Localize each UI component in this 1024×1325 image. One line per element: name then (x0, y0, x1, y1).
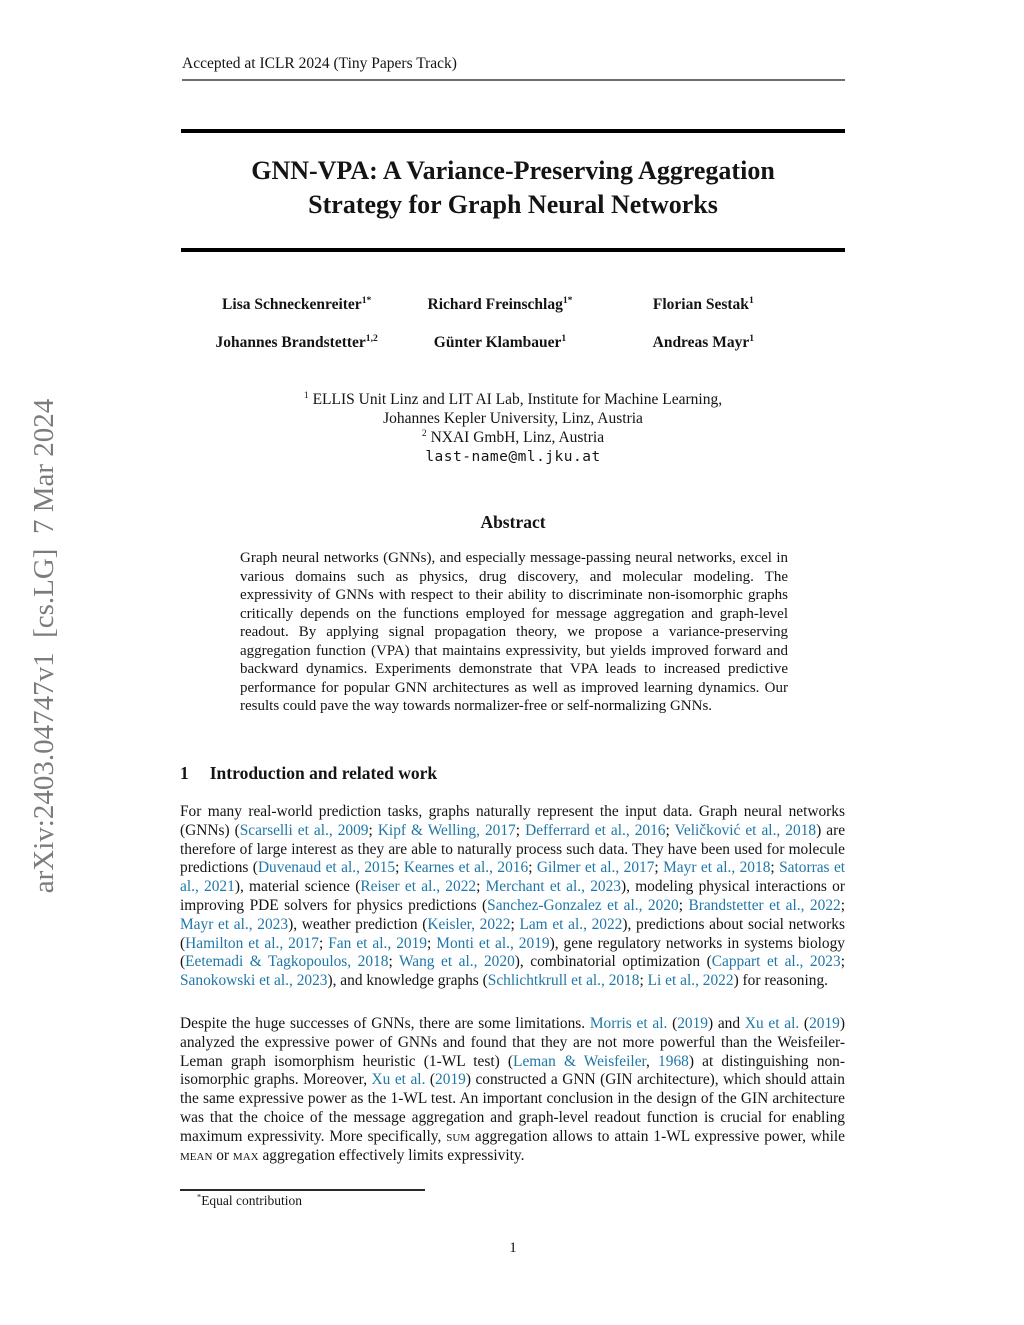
author-name-text: Andreas Mayr (652, 334, 750, 351)
citation-link[interactable]: Schlichtkrull et al., 2018 (487, 972, 640, 990)
citation-link[interactable]: Merchant et al., 2023 (485, 878, 621, 896)
body-paragraph: For many real-world prediction tasks, graphs naturally represent the input data. Graph neural networks (GNNs) (Scarselli et al., 2009; Kipf & Welling, 2017; Defferrard et al., 2016; Veličković et al., 2018) are therefore of large interest as they are able to naturally process such data. They have been used for molecule predictions (Duvenaud et al., 2015; Kearnes et al., 2016; Gilmer et al., 2017; Mayr et al., 2018; Satorras et al., 2021), material science (Reiser et al., 2022; Merchant et al., 2023), modeling physical interactions or improving PDE solvers for physics predictions (Sanchez-Gonzalez et al., 2020; Brandstetter et al., 2022; Mayr et al., 2023), weather prediction (Keisler, 2022; Lam et al., 2022), predictions about social networks (Hamilton et al., 2017; Fan et al., 2019; Monti et al., 2019), gene regulatory networks in systems biology (Eetemadi & Tagkopoulos, 2018; Wang et al., 2020), combinatorial optimization (Cappart et al., 2023; Sanokowski et al., 2023), and knowledge graphs (Schlichtkrull et al., 2018; Li et al., 2022) for reasoning. (180, 803, 846, 990)
header-divider (182, 79, 845, 81)
author-name-text: Florian Sestak (652, 296, 749, 313)
abstract-heading: Abstract (480, 512, 546, 532)
author-affil-marker: 1* (562, 294, 573, 306)
section-heading (180, 763, 845, 784)
abstract-text: Graph neural networks (GNNs), and especially message-passing neural networks, excel in various domains such as physics, drug discovery, and molecular modeling. The expressivity of GNNs with respect to their ability to discriminate non-isomorphic graphs critically depends on the functions employed for message aggregation and graph-level readout. By applying signal propagation theory, we propose a variance-preserving aggregation function (VPA) that maintains expressivity, but yields improved forward and backward dynamics. Experiments demonstrate that VPA leads to increased predictive performance for popular GNN architectures as well as improved learning dynamics. Our results could pave the way towards normalizer-free or self-normalizing GNNs. (240, 550, 788, 714)
citation-link[interactable]: 1968 (658, 1052, 689, 1070)
arxiv-watermark: arXiv:2403.04747v1 [cs.LG] 7 Mar 2024 (28, 398, 60, 894)
superscript-marker: 2 (421, 427, 427, 439)
citation-link[interactable]: Cappart et al., 2023 (711, 953, 841, 971)
small-caps-term: mean (180, 1146, 213, 1164)
citation-link[interactable]: Eetemadi & Tagkopoulos, 2018 (185, 953, 389, 971)
small-caps-term: max (232, 1146, 259, 1164)
citation-link[interactable]: 2019 (677, 1015, 708, 1032)
author-name (602, 296, 805, 314)
affiliation-block (181, 390, 845, 467)
citation-link[interactable]: Kipf & Welling, 2017 (377, 821, 516, 839)
footnote: *Equal contribution (197, 1192, 303, 1208)
citation-link[interactable]: Fan et al., 2019 (328, 934, 427, 952)
affiliation-line: $^1$ ELLIS Unit Linz and LIT AI Lab, Institute for Machine Learning, (303, 389, 723, 408)
author-name (602, 334, 805, 352)
page-number: 1 (509, 1240, 517, 1256)
author-name-text: Johannes Brandstetter (215, 334, 366, 351)
paper-title-line2: Strategy for Graph Neural Networks (308, 190, 718, 219)
author-name (195, 296, 398, 314)
citation-link[interactable]: Wang et al., 2020 (398, 953, 515, 971)
citation-link[interactable]: Satorras et al., 2021 (180, 859, 846, 896)
section-number: 1 (180, 763, 189, 783)
author-name (398, 334, 601, 352)
author-name (398, 296, 601, 314)
small-caps-term: sum (446, 1127, 471, 1145)
citation-link[interactable]: Li et al., 2022 (647, 972, 734, 990)
author-affil-marker: 1 (748, 294, 754, 306)
citation-link[interactable]: Reiser et al., 2022 (360, 878, 477, 896)
citation-link[interactable]: Morris et al. (589, 1015, 668, 1032)
citation-link[interactable]: Keisler, 2022 (427, 915, 511, 933)
footnote-divider (180, 1189, 425, 1191)
citation-link[interactable]: Duvenaud et al., 2015 (257, 859, 396, 877)
author-name-text: Günter Klambauer (433, 334, 562, 351)
title-rule-top (181, 129, 845, 133)
citation-link[interactable]: Sanchez-Gonzalez et al., 2020 (487, 896, 679, 914)
section-title: Introduction and related work (209, 763, 438, 783)
author-affil-marker: 1,2 (365, 332, 378, 344)
running-head: Accepted at ICLR 2024 (Tiny Papers Track) (182, 55, 457, 72)
superscript-marker: * (197, 1192, 202, 1202)
title-rule-bottom (181, 248, 845, 252)
author-affil-marker: 1* (361, 294, 372, 306)
email-address: last-name@ml.jku.at (425, 449, 601, 465)
superscript-marker: 1 (303, 389, 309, 401)
citation-link[interactable]: 2019 (809, 1015, 840, 1032)
citation-link[interactable]: 2019 (435, 1071, 466, 1089)
citation-link[interactable]: Scarselli et al., 2009 (239, 821, 369, 839)
author-affil-marker: 1 (561, 332, 567, 344)
author-block (195, 296, 805, 352)
affiliation-line: $^2$ NXAI GmbH, Linz, Austria (421, 427, 605, 446)
affiliation-line: Johannes Kepler University, Linz, Austria (383, 410, 643, 427)
citation-link[interactable]: Mayr et al., 2023 (180, 915, 289, 933)
author-name (195, 334, 398, 352)
citation-link[interactable]: Brandstetter et al., 2022 (688, 896, 841, 914)
citation-link[interactable]: Veličković et al., 2018 (674, 821, 817, 839)
author-name-text: Lisa Schneckenreiter (222, 296, 362, 313)
citation-link[interactable]: Hamilton et al., 2017 (185, 934, 319, 952)
paper-title-line1: GNN-VPA: A Variance-Preserving Aggregation (251, 156, 775, 185)
citation-link[interactable]: Leman & Weisfeiler (513, 1052, 647, 1070)
citation-link[interactable]: Monti et al., 2019 (436, 934, 550, 952)
body-paragraph: Despite the huge successes of GNNs, there are some limitations. Morris et al. (2019) and Xu et al. (2019) analyzed the expressive power of GNNs and found that they are not more powerful than the Weisfeiler-Leman graph isomorphism heuristic (1-WL test) (Leman & Weisfeiler, 1968) at distinguishing non-isomorphic graphs. Moreover, Xu et al. (2019) constructed a GNN (GIN architecture), which should attain the same expressive power as the 1-WL test. An important conclusion in the design of the GIN architecture was that the choice of the message aggregation and graph-level readout function is crucial for enabling maximum expressivity. More specifically, sum aggregation allows to attain 1-WL expressive power, while mean or max aggregation effectively limits expressivity. (180, 1015, 845, 1164)
citation-link[interactable]: Lam et al., 2022 (519, 915, 623, 933)
citation-link[interactable]: Gilmer et al., 2017 (536, 859, 655, 877)
author-affil-marker: 1 (749, 332, 755, 344)
citation-link[interactable]: Xu et al. (744, 1015, 800, 1032)
citation-link[interactable]: Xu et al. (371, 1071, 426, 1089)
citation-link[interactable]: Sanokowski et al., 2023 (180, 972, 328, 990)
author-name-text: Richard Freinschlag (427, 296, 563, 313)
citation-link[interactable]: Defferrard et al., 2016 (525, 821, 666, 839)
citation-link[interactable]: Mayr et al., 2018 (663, 859, 771, 877)
citation-link[interactable]: Kearnes et al., 2016 (403, 859, 529, 877)
paper-title (181, 154, 845, 222)
